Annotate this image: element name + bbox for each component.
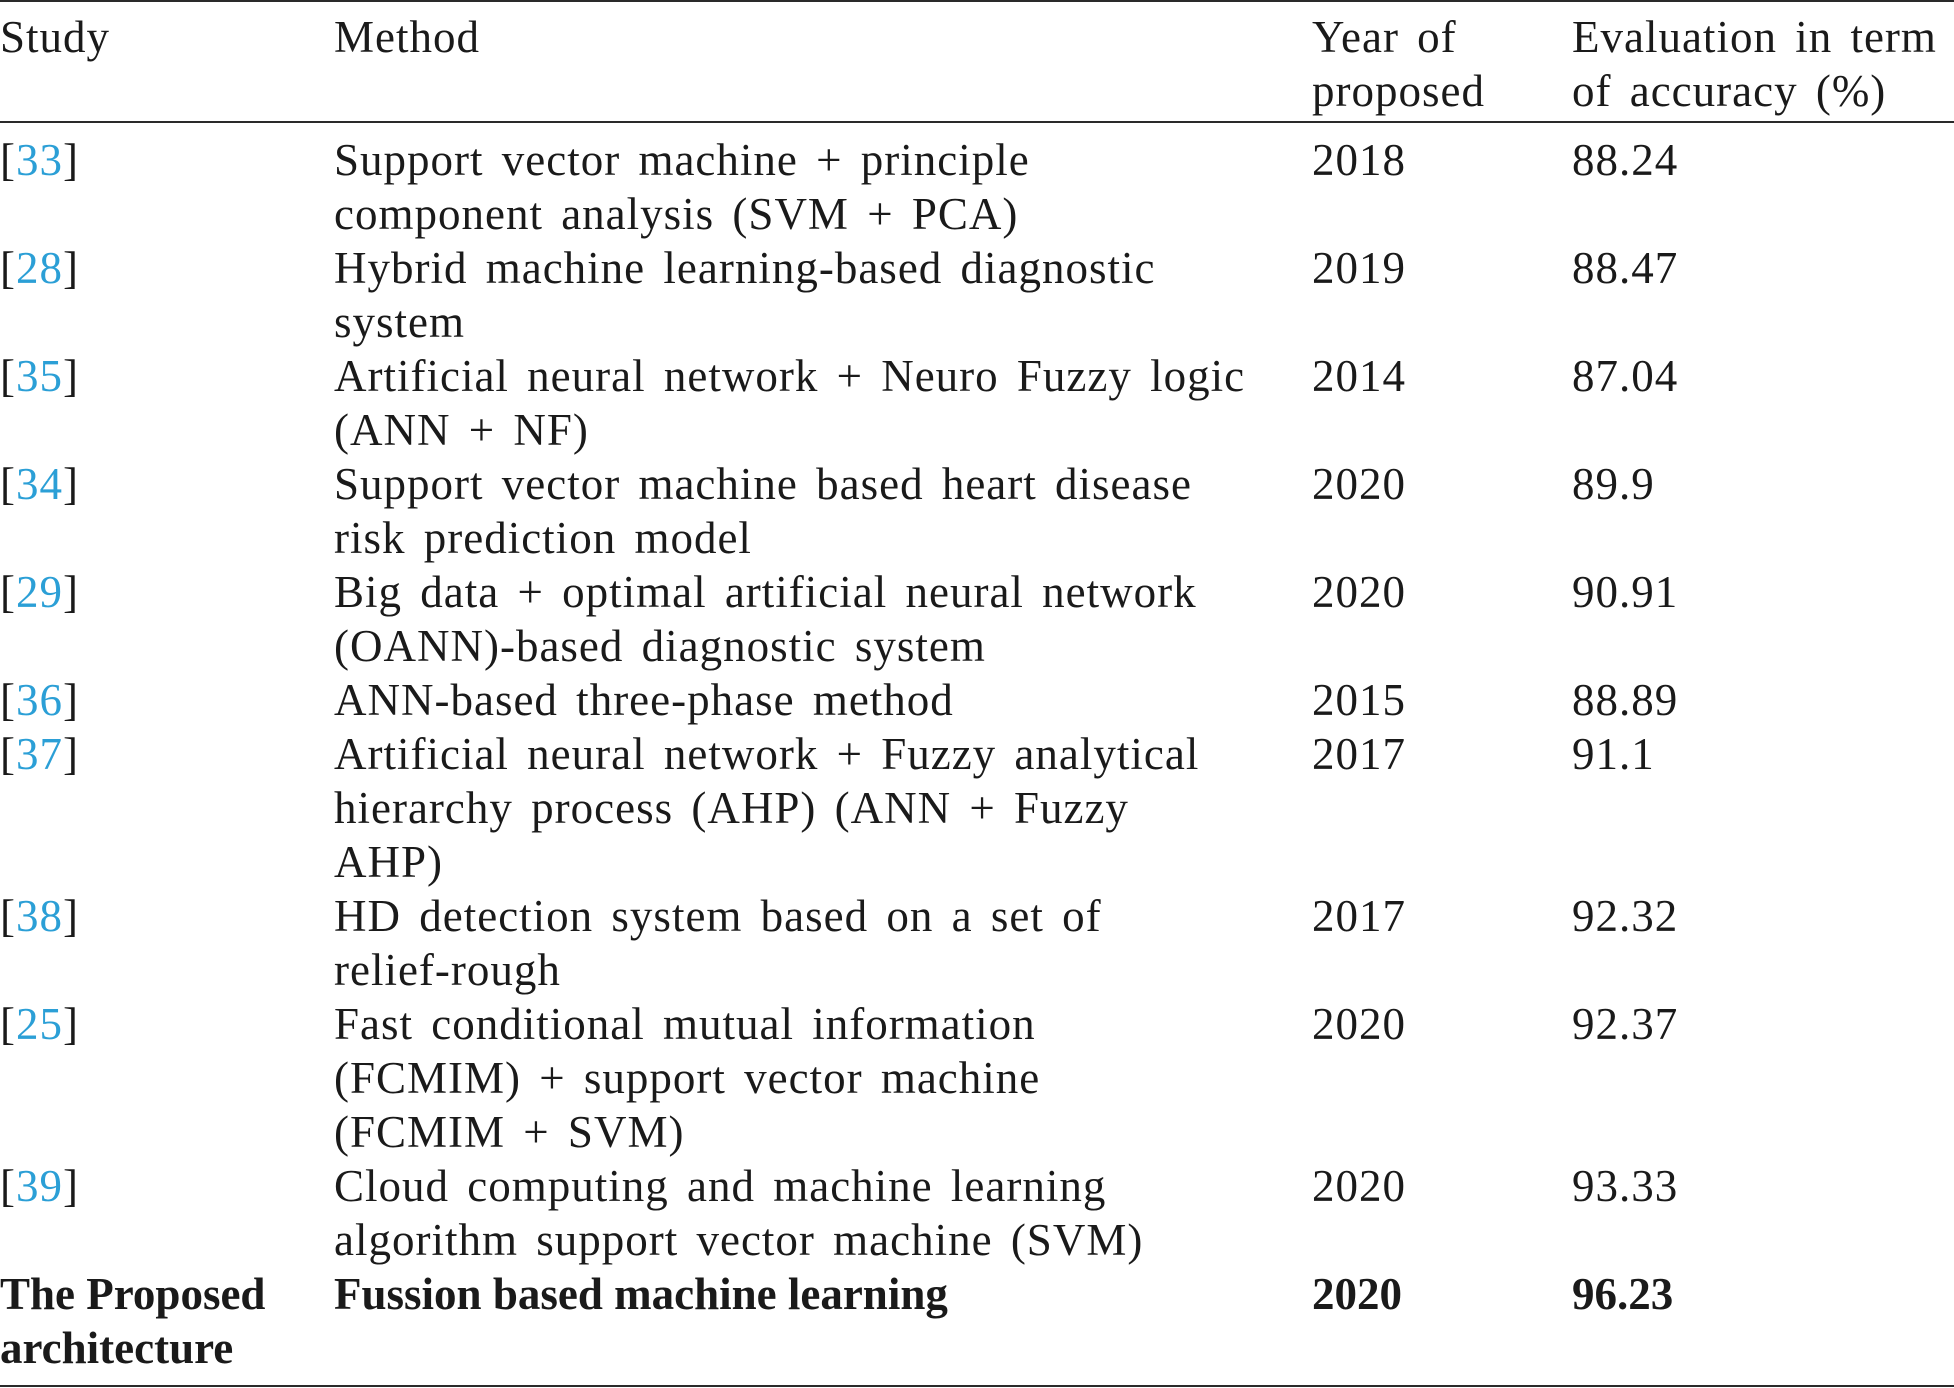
method-cell: Artificial neural network + Neuro Fuzzy logic (ANN + NF) — [334, 351, 1246, 455]
accuracy-cell: 88.47 — [1572, 243, 1679, 293]
study-cell: [33] — [0, 135, 79, 185]
study-cell: [38] — [0, 891, 79, 941]
header-method: Method — [334, 12, 480, 62]
year-cell: 2020 — [1312, 1161, 1406, 1211]
header-accuracy — [1572, 0, 1954, 121]
accuracy-cell: 90.91 — [1572, 567, 1679, 617]
accuracy-cell: 87.04 — [1572, 351, 1679, 401]
method-cell: Support vector machine + principle component analysis (SVM + PCA) — [334, 135, 1030, 239]
table-row — [0, 889, 1954, 997]
table-row — [0, 349, 1954, 457]
header-accuracy-line1: Evaluation in term — [1572, 12, 1937, 62]
method-cell: Cloud computing and machine learning algorithm support vector machine (SVM) — [334, 1161, 1144, 1265]
citation-link[interactable]: 37 — [16, 729, 63, 779]
citation-link[interactable]: 34 — [16, 459, 63, 509]
study-cell: [37] — [0, 729, 79, 779]
year-cell: 2020 — [1312, 459, 1406, 509]
citation-link[interactable]: 25 — [16, 999, 63, 1049]
proposed-row — [0, 1267, 1954, 1375]
year-cell: 2015 — [1312, 675, 1406, 725]
table-bottom-rule — [0, 1385, 1954, 1387]
table-row — [0, 457, 1954, 565]
study-cell: [29] — [0, 567, 79, 617]
year-cell: 2019 — [1312, 243, 1406, 293]
year-cell: 2017 — [1312, 729, 1406, 779]
table-row — [0, 1159, 1954, 1267]
method-cell: Artificial neural network + Fuzzy analytical hierarchy process (AHP) (ANN + Fuzzy AHP) — [334, 729, 1200, 887]
accuracy-cell: 92.32 — [1572, 891, 1679, 941]
study-cell: [36] — [0, 675, 79, 725]
year-cell: 2017 — [1312, 891, 1406, 941]
header-study: Study — [0, 12, 111, 62]
study-cell: [34] — [0, 459, 79, 509]
header-year-line1: Year of — [1312, 12, 1457, 62]
header-accuracy-line2: of accuracy (%) — [1572, 66, 1887, 116]
citation-link[interactable]: 35 — [16, 351, 63, 401]
header-year-line2: proposed — [1312, 66, 1485, 116]
proposed-accuracy-cell: 96.23 — [1572, 1269, 1674, 1319]
method-cell: HD detection system based on a set of relief-rough — [334, 891, 1102, 995]
table-row — [0, 565, 1954, 673]
method-cell: Big data + optimal artificial neural network (OANN)-based diagnostic system — [334, 567, 1197, 671]
table-row — [0, 241, 1954, 349]
citation-link[interactable]: 33 — [16, 135, 63, 185]
table-header-row — [0, 0, 1954, 121]
study-cell: [35] — [0, 351, 79, 401]
table-body — [0, 121, 1954, 1375]
study-cell: [25] — [0, 999, 79, 1049]
table-row — [0, 727, 1954, 889]
citation-link[interactable]: 28 — [16, 243, 63, 293]
citation-link[interactable]: 29 — [16, 567, 63, 617]
accuracy-cell: 89.9 — [1572, 459, 1655, 509]
table-row — [0, 997, 1954, 1159]
accuracy-cell: 88.89 — [1572, 675, 1679, 725]
method-cell: Hybrid machine learning-based diagnostic system — [334, 243, 1156, 347]
accuracy-cell: 91.1 — [1572, 729, 1655, 779]
accuracy-cell: 88.24 — [1572, 135, 1679, 185]
year-cell: 2020 — [1312, 567, 1406, 617]
year-cell: 2014 — [1312, 351, 1406, 401]
proposed-year-cell: 2020 — [1312, 1269, 1402, 1319]
method-cell: Support vector machine based heart disease risk prediction model — [334, 459, 1192, 563]
header-year — [1312, 0, 1572, 121]
proposed-study-cell: The Proposed architecture — [0, 1269, 266, 1373]
method-cell: Fast conditional mutual information (FCMIM) + support vector machine (FCMIM + SVM) — [334, 999, 1041, 1157]
table-row — [0, 673, 1954, 727]
accuracy-cell: 93.33 — [1572, 1161, 1679, 1211]
year-cell: 2018 — [1312, 135, 1406, 185]
table-row — [0, 121, 1954, 241]
study-cell: [28] — [0, 243, 79, 293]
study-cell: [39] — [0, 1161, 79, 1211]
method-cell: ANN-based three-phase method — [334, 675, 954, 725]
year-cell: 2020 — [1312, 999, 1406, 1049]
proposed-method-cell: Fussion based machine learning — [334, 1269, 948, 1319]
citation-link[interactable]: 36 — [16, 675, 63, 725]
citation-link[interactable]: 39 — [16, 1161, 63, 1211]
citation-link[interactable]: 38 — [16, 891, 63, 941]
accuracy-cell: 92.37 — [1572, 999, 1679, 1049]
